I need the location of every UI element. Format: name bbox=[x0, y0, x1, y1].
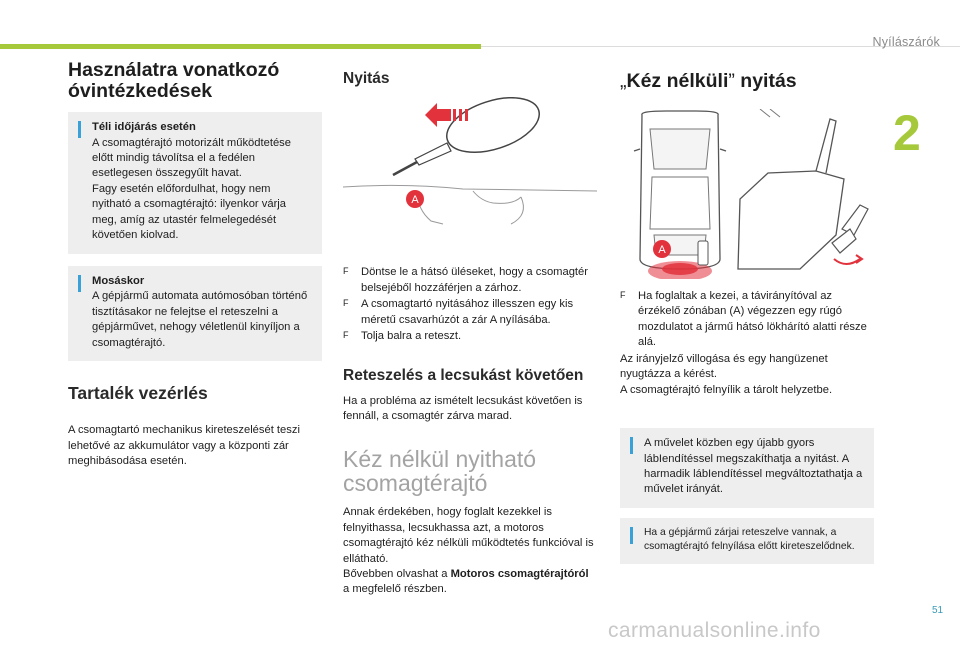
backup-control-heading: Tartalék vezérlés bbox=[68, 382, 208, 403]
page-number: 51 bbox=[932, 605, 944, 616]
locking-text: Ha a probléma az ismételt lecsukást követően is fennáll, a csomagtér zárva marad. bbox=[343, 395, 583, 423]
precautions-heading: Használatra vonatkozó óvintézkedések bbox=[68, 59, 280, 103]
handsfree-steps-list bbox=[620, 289, 874, 351]
screwdriver-diagram-icon bbox=[343, 97, 597, 225]
list-item: F Ha foglaltak a kezei, a távirányítóval az érzékelő zónában (A) végezzen egy rúgó mozdulatot a jármű hátsó lökhárító alatti része alá. bbox=[620, 289, 867, 349]
callout-a-label: A bbox=[658, 243, 666, 256]
handsfree-tailgate-heading: Kéz nélkül nyitható csomagtérajtó bbox=[343, 445, 537, 497]
screwdriver-illustration bbox=[343, 97, 597, 225]
unlock-note-text: Ha a gépjármű zárjai reteszelve vannak, a csomagtérajtó felnyílása előtt kireteszelődnek. bbox=[644, 526, 855, 553]
header-accent-bar bbox=[0, 44, 481, 49]
note-marker-icon bbox=[630, 527, 633, 544]
list-item: F Tolja balra a reteszt. bbox=[343, 330, 462, 343]
interrupt-note-box bbox=[620, 428, 874, 508]
confirmation-text: Az irányjelző villogása és egy hangüzenet nyugtázza a kérést. bbox=[620, 352, 828, 381]
washing-note-text: A gépjármű automata autómosóban történő tisztításakor ne felejtse el reteszelni a gépjárművet, nehogy véletlenül kinyíljon a csomagtérajtó. bbox=[92, 290, 308, 349]
interrupt-note-text: A művelet közben egy újabb gyors lábIendítéssel megszakíthatja a nyitást. A harmadik lábIendítéssel megváltoztathatja a művelet irányát. bbox=[644, 437, 863, 496]
washing-note-box bbox=[68, 266, 322, 361]
opening-steps-list bbox=[343, 265, 597, 344]
bullet-icon: F bbox=[343, 266, 349, 277]
callout-a-label: A bbox=[411, 194, 419, 207]
list-item: F Döntse le a hátsó üléseket, hogy a csomagtér belsejéből hozzáférjen a zárhoz. bbox=[343, 266, 588, 294]
bullet-icon: F bbox=[343, 330, 349, 341]
handsfree-opening-heading: „Kéz nélküli” nyitás bbox=[620, 70, 797, 92]
unlock-note-box bbox=[620, 518, 874, 564]
note-marker-icon bbox=[78, 275, 81, 292]
section-title: Nyílászárók bbox=[872, 35, 940, 49]
winter-note-title: Téli időjárás esetén bbox=[92, 121, 196, 134]
handsfree-text: Annak érdekében, hogy foglalt kezekkel is felnyithassa, lecsukhassa azt, a motoros csomagtérajtó kéz nélküli működtetés funkcióval is ellátható. bbox=[343, 506, 594, 565]
opening-heading: Nyitás bbox=[343, 70, 390, 87]
note-marker-icon bbox=[630, 437, 633, 454]
column-left bbox=[68, 60, 322, 479]
winter-note-box bbox=[68, 112, 322, 254]
bullet-icon: F bbox=[343, 298, 349, 309]
backup-control-text: A csomagtartó mechanikus kireteszelését teszi lehetővé az akkumulátor vagy a központi zár meghibásodása esetén. bbox=[68, 424, 300, 468]
winter-note-text: A csomagtérajtó motorizált működtetése előtt mindig távolítsa el a fedélen esetlegesen összegyűlt havat. Fagy esetén előfordulhat, hogy nem nyitható a csomagtérajtó: ilyenkor várja meg, amíg az utastér felmelegedését követően kiolvad. bbox=[92, 136, 291, 242]
car-kick-diagram-icon bbox=[620, 109, 874, 279]
note-marker-icon bbox=[78, 121, 81, 138]
tailgate-opens-text: A csomagtérajtó felnyílik a tárolt helyzetbe. bbox=[620, 383, 833, 396]
column-middle bbox=[343, 60, 597, 598]
bullet-icon: F bbox=[620, 289, 626, 300]
handsfree-reference: Bővebben olvashat a Motoros csomagtérajtóról a megfelelő részben. bbox=[343, 568, 589, 596]
watermark: carmanualsonline.info bbox=[608, 619, 821, 642]
chapter-number: 2 bbox=[893, 105, 921, 161]
column-right bbox=[620, 60, 874, 574]
kick-sensor-illustration bbox=[620, 109, 874, 279]
washing-note-title: Mosáskor bbox=[92, 274, 145, 287]
list-item: F A csomagtartó nyitásához illesszen egy kis méretű csavarhúzót a zár A nyílásába. bbox=[343, 298, 574, 326]
key-fob-icon bbox=[698, 241, 708, 265]
locking-heading: Reteszelés a lecsukást követően bbox=[343, 366, 584, 384]
